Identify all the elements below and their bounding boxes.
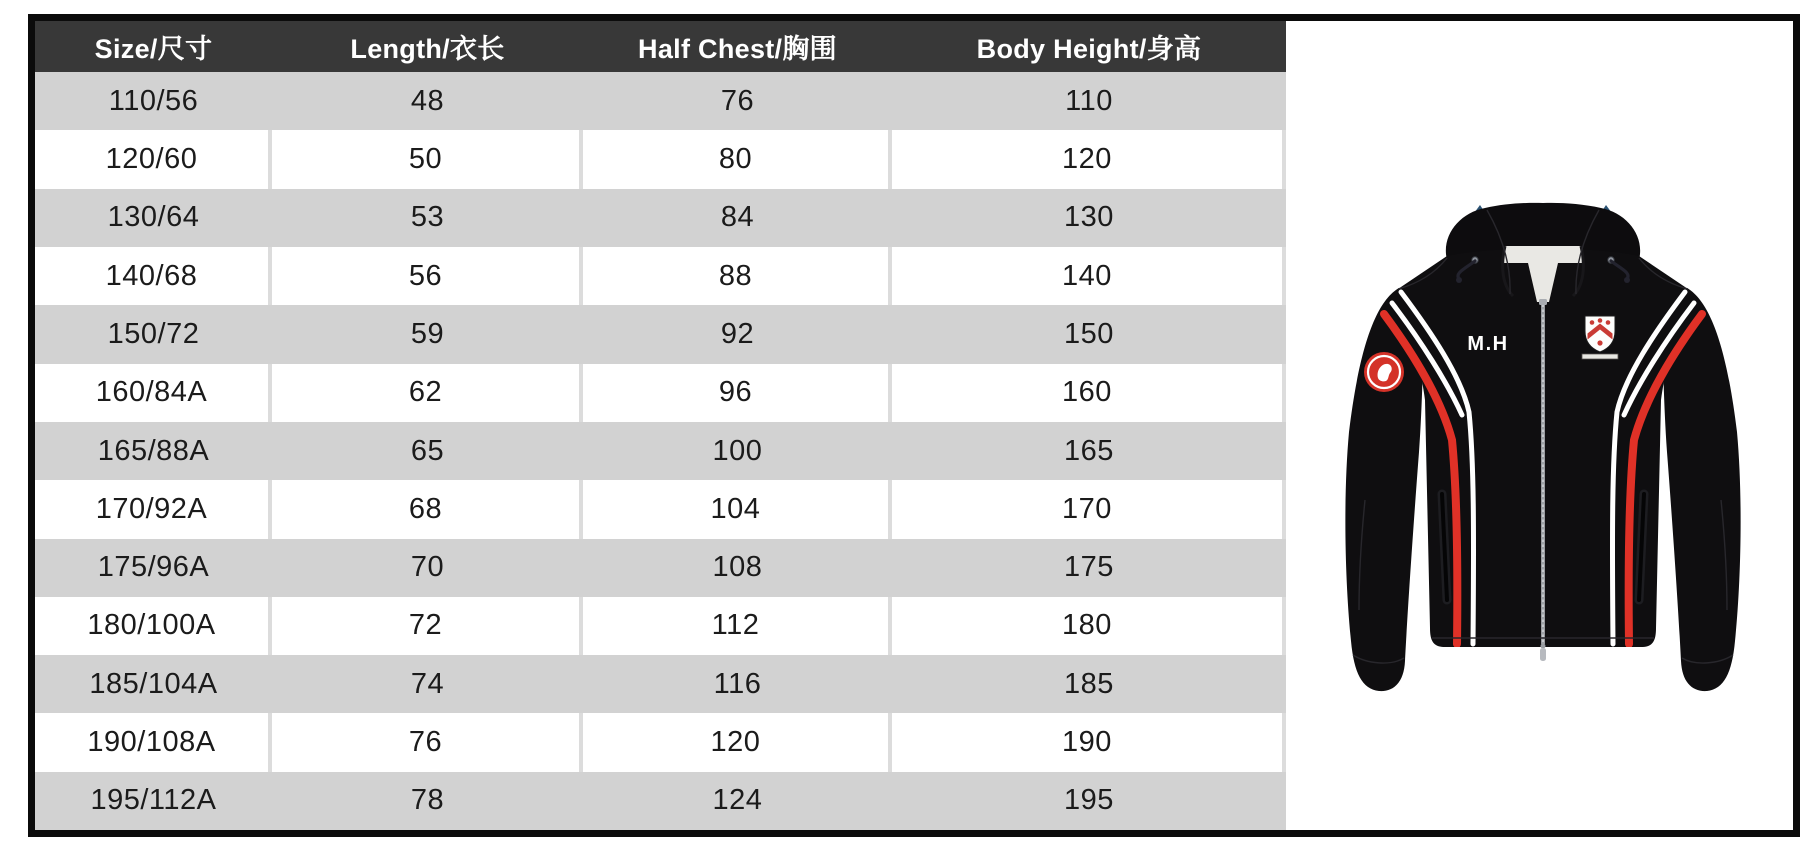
- cell-half-chest: 104: [583, 480, 892, 538]
- column-header-length: Length/衣长: [350, 34, 505, 64]
- table-row: [35, 597, 1286, 655]
- cell-length: 72: [272, 597, 583, 655]
- cell-size: 165/88A: [97, 434, 210, 467]
- cell-body-height: 195: [1064, 784, 1114, 817]
- cell-size: 160/84A: [35, 364, 272, 422]
- cell-body-height: 190: [892, 713, 1286, 771]
- cell-size: 180/100A: [35, 597, 272, 655]
- cell-half-chest: 116: [713, 667, 762, 700]
- table-row: [35, 422, 1286, 480]
- cell-size: 170/92A: [35, 480, 272, 538]
- cell-half-chest: 76: [720, 84, 755, 117]
- right-sleeve: [1661, 288, 1741, 691]
- cell-length: 53: [410, 201, 445, 234]
- table-row: [35, 539, 1286, 597]
- table-row: [35, 364, 1286, 422]
- cell-body-height: 185: [1064, 667, 1114, 700]
- cell-half-chest: 120: [583, 713, 892, 771]
- cell-length: 59: [410, 317, 445, 350]
- cell-size: 130/64: [107, 201, 200, 234]
- cell-size: 110/56: [108, 84, 199, 117]
- size-chart-table: [35, 21, 1286, 830]
- cell-length: 50: [272, 130, 583, 188]
- cell-body-height: 120: [892, 130, 1286, 188]
- cell-half-chest: 108: [712, 551, 763, 584]
- table-row: [35, 189, 1286, 247]
- table-row: [35, 247, 1286, 305]
- left-sleeve: [1345, 288, 1425, 691]
- cell-size: 175/96A: [97, 551, 210, 584]
- cell-size: 190/108A: [35, 713, 272, 771]
- cell-length: 65: [410, 434, 445, 467]
- monogram-text: M.H: [1467, 333, 1509, 355]
- cell-length: 74: [410, 667, 445, 700]
- jacket-illustration: [1335, 200, 1751, 700]
- cell-half-chest: 84: [720, 201, 755, 234]
- zipper-pull: [1540, 648, 1546, 661]
- cell-half-chest: 124: [712, 784, 763, 817]
- cell-half-chest: 92: [720, 317, 755, 350]
- cell-size: 120/60: [35, 130, 272, 188]
- cell-body-height: 150: [1064, 317, 1114, 350]
- table-row: [35, 130, 1286, 188]
- cell-half-chest: 80: [583, 130, 892, 188]
- table-row: [35, 655, 1286, 713]
- cell-half-chest: 88: [583, 247, 892, 305]
- jacket-panel: [1335, 200, 1751, 700]
- cell-size: 150/72: [107, 317, 200, 350]
- table-row: [35, 305, 1286, 363]
- cell-body-height: 180: [892, 597, 1286, 655]
- cell-body-height: 140: [892, 247, 1286, 305]
- cell-length: 62: [272, 364, 583, 422]
- column-header-half-chest: Half Chest/胸围: [638, 34, 837, 64]
- cell-length: 78: [410, 784, 445, 817]
- column-header-body-height: Body Height/身高: [976, 34, 1202, 64]
- cell-length: 68: [272, 480, 583, 538]
- sleeve-badge: [1364, 352, 1404, 392]
- cell-length: 56: [272, 247, 583, 305]
- table-header-row: [35, 21, 1286, 72]
- table-row: [35, 772, 1286, 830]
- cell-half-chest: 100: [712, 434, 763, 467]
- cell-length: 70: [410, 551, 445, 584]
- cell-body-height: 130: [1064, 201, 1114, 234]
- cell-body-height: 110: [1065, 84, 1113, 117]
- cell-body-height: 165: [1064, 434, 1114, 467]
- cell-body-height: 175: [1064, 551, 1114, 584]
- column-header-size: Size/尺寸: [94, 34, 213, 64]
- table-row: [35, 72, 1286, 130]
- cell-half-chest: 112: [583, 597, 892, 655]
- cell-size: 140/68: [35, 247, 272, 305]
- table-row: [35, 480, 1286, 538]
- cell-size: 195/112A: [90, 784, 217, 817]
- cell-length: 76: [272, 713, 583, 771]
- cell-length: 48: [410, 84, 445, 117]
- cell-body-height: 160: [892, 364, 1286, 422]
- cell-body-height: 170: [892, 480, 1286, 538]
- cell-half-chest: 96: [583, 364, 892, 422]
- crest-scroll: [1582, 354, 1618, 359]
- cell-size: 185/104A: [89, 667, 218, 700]
- table-row: [35, 713, 1286, 771]
